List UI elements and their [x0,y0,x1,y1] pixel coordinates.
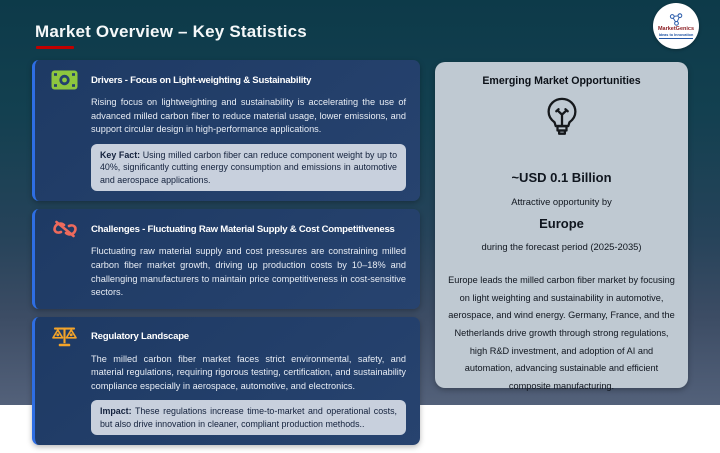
impact-label: Impact: [100,406,132,417]
impact-callout [91,400,406,435]
drivers-card-header [51,69,406,91]
opportunity-region: Europe [539,216,584,231]
banknote-icon [51,69,78,91]
key-fact-text: Using milled carbon fiber can reduce component weight by up to 40%, significantly cutting energy consumption and emissions in automotive and aerospace applications. [100,149,398,185]
key-fact-callout [91,144,406,192]
title-underline [36,46,74,49]
challenges-card [32,209,420,308]
emerging-opportunities-panel [435,62,688,391]
key-statistics-column [32,60,420,453]
opportunity-subtitle: Attractive opportunity by [511,196,612,207]
drivers-card-title: Drivers - Focus on Light-weighting & Sustainability [91,74,312,86]
broken-link-icon [51,218,78,240]
opportunity-period: during the forecast period (2025-2035) [481,241,642,252]
opportunity-description: Europe leads the milled carbon fiber market by focusing on light weighting and sustainability in automotive, aerospace, and wind energy. Germany, France, and the Netherlands drive growth through strong regulations, high R&D investment, and adoption of AI and automation, advancing sustainable and efficient composite manufacturing. [448,275,675,391]
key-fact-label: Key Fact: [100,149,141,160]
challenges-card-header [51,218,406,240]
impact-text: These regulations increase time-to-market and operational costs, but also drive innovation in cleaner, compliant production methods.. [100,406,397,429]
logo-tagline-text: Ideas to Innovation [659,33,694,39]
regulatory-card-title: Regulatory Landscape [91,331,189,343]
panel-title: Emerging Market Opportunities [482,75,641,87]
regulatory-card-header [51,326,406,348]
drivers-card-body: Rising focus on lightweighting and sustainability is accelerating the use of advanced milled carbon fiber to reduce material usage, lower emissions, and support circular design in high-performance applications. [91,97,406,135]
regulatory-card [32,317,420,446]
regulatory-card-body: The milled carbon fiber market faces strict environmental, safety, and material regulations, requiring rigorous testing, certification, and sustainability compliance especially in aerospace, automotive, and electronics. [91,353,406,391]
lightbulb-icon [542,96,582,138]
company-logo [653,3,699,49]
scales-icon [51,326,78,348]
challenges-card-body: Fluctuating raw material supply and cost pressures are constraining milled carbon fiber market growth, driving up production costs by 10–18% and challenging manufacturers to maintain price competitiveness in cost-sensitive sectors. [91,246,406,298]
logo-brand-text: MarketGenics [657,25,695,32]
molecule-icon [668,13,685,26]
page-title: Market Overview – Key Statistics [35,22,307,41]
challenges-card-title: Challenges - Fluctuating Raw Material Supply & Cost Competitiveness [91,223,395,235]
drivers-card [32,60,420,201]
opportunity-value: ~USD 0.1 Billion [511,170,612,185]
